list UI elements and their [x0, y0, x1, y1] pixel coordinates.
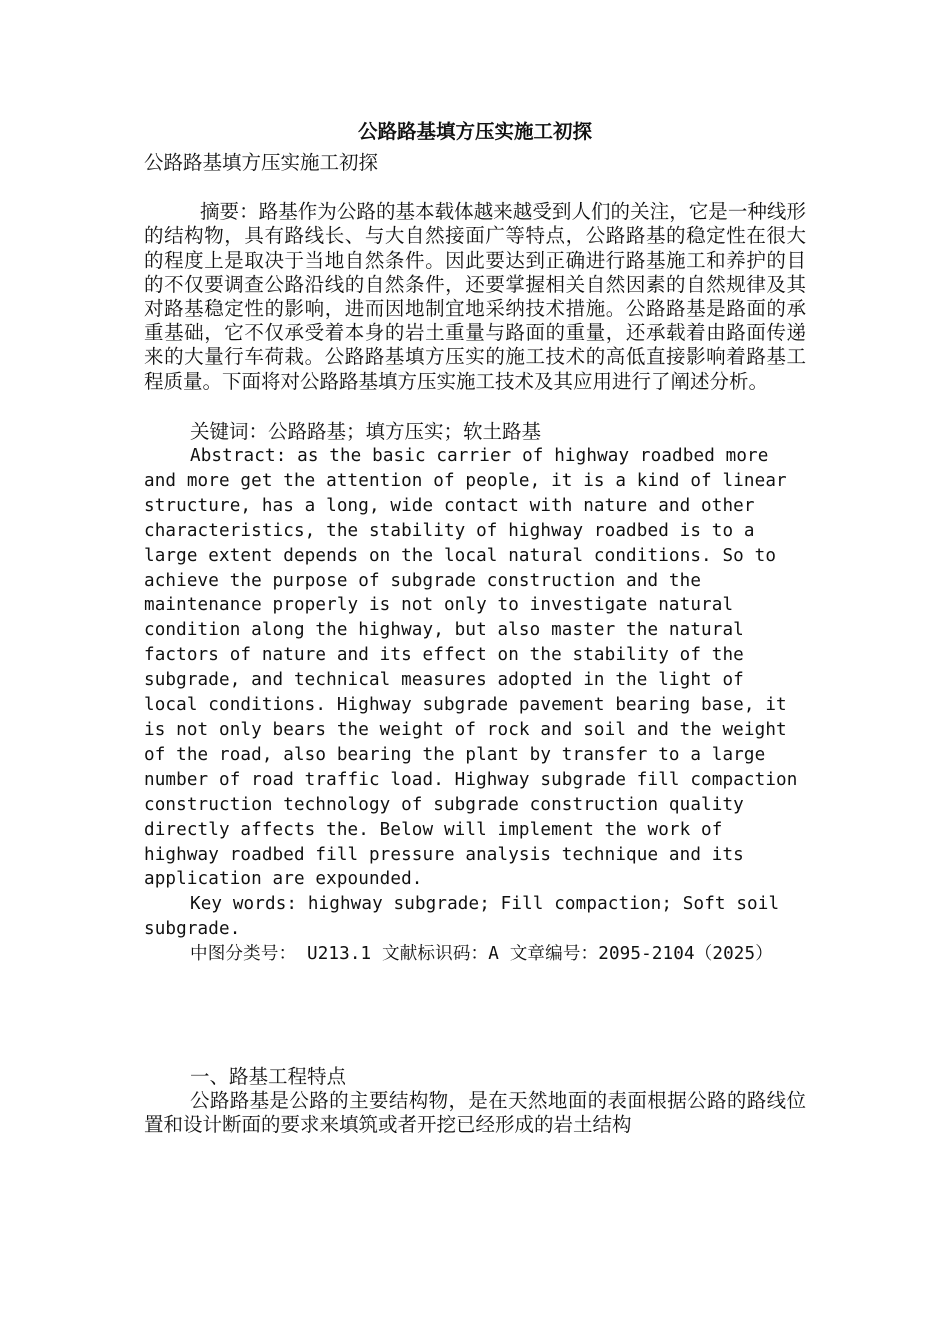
abstract-chinese: 摘要：路基作为公路的基本载体越来越受到人们的关注，它是一种线形的结构物，具有路线长、与大自然接面广等特点，公路路基的稳定性在很大的程度上是取决于当地自然条件。因此要达到正确进行路基施工和养护的目的不仅要调查公路沿线的自然条件，还要掌握相关自然因素的自然规律及其对路基稳定性的影响，进而因地制宜地采纳技术措施。公路路基是路面的承重基础，它不仅承受着本身的岩土重量与路面的重量，还承载着由路面传递来的大量行车荷栽。公路路基填方压实的施工技术的高低直接影响着路基工程质量。下面将对公路路基填方压实施工技术及其应用进行了阐述分析。	[144, 200, 806, 393]
document-page	[144, 120, 806, 1138]
section-paragraph-1: 公路路基是公路的主要结构物，是在天然地面的表面根据公路的路线位置和设计断面的要求来填筑或者开挖已经形成的岩土结构	[144, 1089, 806, 1137]
section-heading-1: 一、路基工程特点	[190, 1065, 347, 1089]
keywords-chinese: 关键词：公路路基；填方压实；软土路基	[190, 419, 542, 443]
document-title: 公路路基填方压实施工初探	[357, 120, 592, 143]
classification-line: 中图分类号： U213.1 文献标识码：A 文章编号：2095-2104（2025）	[190, 944, 773, 965]
abstract-english: Abstract: as the basic carrier of highway roadbed more and more get the attention of people, it is a kind of linear structure, has a long, wide contact with nature and other characteristics, the stability of highway roadbed is to a large extent depends on the local natural conditions. So to achieve the purpose of subgrade construction and the maintenance properly is not only to investigate natural condition along the highway, but also master the natural factors of nature and its effect on the stability of the subgrade, and technical measures adopted in the light of local conditions. Highway subgrade pavement bearing base, it is not only bears the weight of rock and soil and the weight of the road, also bearing the plant by transfer to a large number of road traffic load. Highway subgrade fill compaction construction technology of subgrade construction quality directly affects the. Below will implement the work of highway roadbed fill pressure analysis technique and its application are expounded.	[144, 446, 798, 890]
document-subtitle: 公路路基填方压实施工初探	[144, 151, 379, 174]
keywords-english: Key words: highway subgrade; Fill compaction; Soft soil subgrade.	[144, 894, 780, 940]
